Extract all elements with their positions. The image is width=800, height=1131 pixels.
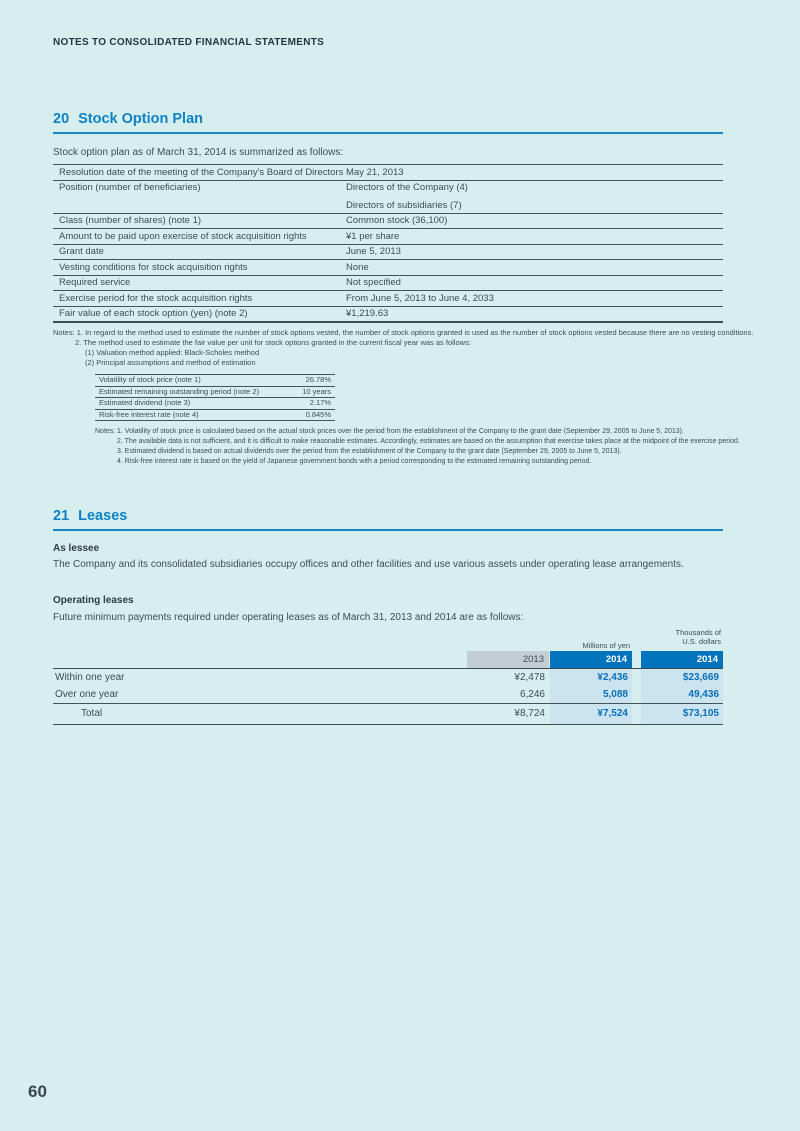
row-label: Total — [81, 708, 103, 719]
value-2014-yen: ¥7,524 — [597, 708, 628, 719]
row-label: Over one year — [55, 689, 119, 700]
section-20-title — [53, 111, 723, 134]
note-line — [95, 457, 740, 467]
value-2014-usd: 49,436 — [688, 689, 719, 700]
table-row — [53, 165, 723, 181]
table-row — [53, 229, 723, 245]
row-label: Estimated remaining outstanding period (note 2) — [99, 386, 260, 396]
row-value: 2.17% — [309, 398, 331, 407]
row-label: Exercise period for the stock acquisition rights — [59, 292, 253, 304]
unit-usd-line2: U.S. dollars — [682, 637, 721, 646]
note-line: (1) Valuation method applied: Black-Scholes method — [85, 348, 260, 357]
note-text: 2. The available data is not sufficient, and it is difficult to make reasonable estimates. Accordingly, estimates are based on the assumption that exercise takes place at the midpoint of the exercise period. — [117, 438, 740, 445]
table-row — [53, 245, 723, 261]
assumptions-table — [95, 374, 335, 421]
table-row — [53, 214, 723, 230]
row-label: Risk-free interest rate (note 4) — [99, 409, 199, 419]
value-2014-usd: $73,105 — [682, 708, 719, 719]
value-2013: ¥2,478 — [514, 672, 545, 683]
row-value: 0.845% — [305, 409, 331, 419]
section-20-number: 20 — [53, 111, 70, 127]
table-row-total — [53, 704, 723, 724]
operating-leases-heading: Operating leases — [53, 595, 134, 606]
unit-usd-line1: Thousands of — [675, 628, 721, 637]
value-2013: 6,246 — [519, 689, 545, 700]
table-row — [53, 686, 723, 703]
row-value — [346, 182, 723, 211]
row-value: June 5, 2013 — [346, 246, 401, 257]
row-label: Vesting conditions for stock acquisition rights — [59, 261, 248, 273]
row-label: Resolution date of the meeting of the Company's Board of Directors — [59, 166, 344, 178]
table-row — [95, 387, 335, 399]
row-value: 26.78% — [305, 375, 331, 384]
table-row — [95, 375, 335, 387]
row-value: From June 5, 2013 to June 4, 2033 — [346, 292, 494, 304]
note-line: (2) Principal assumptions and method of estimation — [85, 358, 256, 367]
section-21-title — [53, 508, 723, 531]
table-rule — [53, 724, 723, 725]
note-text: 4. Risk-free interest rate is based on the yield of Japanese government bonds with a period corresponding to the estimated remaining outstanding period. — [117, 458, 592, 465]
column-header-2014-yen: 2014 — [550, 651, 632, 668]
section-20-intro: Stock option plan as of March 31, 2014 is summarized as follows: — [53, 147, 344, 158]
row-value: Common stock (36,100) — [346, 215, 448, 226]
plan-table-notes — [53, 328, 753, 368]
row-value: Not specified — [346, 277, 401, 288]
row-value: None — [346, 261, 369, 273]
row-label: Required service — [59, 277, 131, 288]
row-value: 10 years — [302, 386, 331, 396]
column-header-2013: 2013 — [467, 651, 549, 668]
section-21-name: Leases — [78, 508, 128, 524]
value-2014-usd: $23,669 — [682, 672, 719, 683]
document-header: NOTES TO CONSOLIDATED FINANCIAL STATEMENTS — [53, 37, 325, 48]
row-value: ¥1,219.63 — [346, 308, 389, 319]
table-row — [95, 398, 335, 410]
section-21-number: 21 — [53, 508, 70, 524]
table-row — [53, 276, 723, 292]
as-lessee-heading: As lessee — [53, 543, 100, 554]
table-row — [53, 181, 723, 214]
table-row — [53, 307, 723, 322]
row-label: Grant date — [59, 246, 104, 257]
row-label: Within one year — [55, 672, 125, 683]
row-label: Fair value of each stock option (yen) (note 2) — [59, 308, 248, 319]
table-row — [53, 291, 723, 307]
section-20-name: Stock Option Plan — [78, 111, 204, 127]
note-line — [95, 427, 740, 437]
value-2014-yen: ¥2,436 — [597, 672, 628, 683]
note-line — [95, 437, 740, 447]
note-line: 2. The method used to estimate the fair value per unit for stock options granted in the current fiscal year was as follows: — [75, 338, 471, 347]
row-label: Amount to be paid upon exercise of stock acquisition rights — [59, 230, 307, 242]
value-2014-yen: 5,088 — [602, 689, 628, 700]
unit-label-usd — [676, 628, 721, 646]
row-value-line-1: Directors of the Company (4) — [346, 182, 468, 193]
unit-label-yen: Millions of yen — [582, 641, 630, 650]
row-label: Volatility of stock price (note 1) — [99, 375, 201, 384]
notes-prefix: Notes: — [95, 428, 116, 435]
note-line: Notes: 1. In regard to the method used to estimate the number of stock options vested, the number of stock options granted is used as the number of stock options vested because there are no vesting conditions. — [53, 328, 754, 337]
note-text: 1. Volatility of stock price is calculated based on the actual stock prices over the period from the establishment of the Company to the grant date (September 29, 2005 to June 5, 2013). — [117, 428, 684, 435]
page-number: 60 — [28, 1082, 47, 1101]
row-value-line-2: Directors of subsidiaries (7) — [346, 199, 462, 211]
table-row — [95, 410, 335, 422]
stock-option-plan-table — [53, 164, 723, 323]
table-row — [53, 260, 723, 276]
note-line — [95, 447, 740, 457]
assumptions-notes — [95, 427, 740, 467]
row-label: Position (number of beneficiaries) — [59, 182, 201, 193]
row-value: ¥1 per share — [346, 230, 400, 242]
row-label: Class (number of shares) (note 1) — [59, 215, 202, 226]
row-label: Estimated dividend (note 3) — [99, 398, 191, 407]
column-header-2014-usd: 2014 — [641, 651, 723, 668]
as-lessee-text: The Company and its consolidated subsidiaries occupy offices and other facilities and use various assets under operating lease arrangements. — [53, 559, 684, 570]
operating-lease-payments-table — [53, 628, 723, 728]
value-2013: ¥8,724 — [514, 708, 545, 719]
table-row — [53, 669, 723, 686]
operating-leases-text: Future minimum payments required under operating leases as of March 31, 2013 and 2014 are as follows: — [53, 612, 524, 623]
note-text: 3. Estimated dividend is based on actual dividends over the period from the establishment of the Company to the grant date (September 29, 2005 to June 5, 2013). — [117, 448, 622, 455]
row-value: May 21, 2013 — [346, 166, 404, 178]
